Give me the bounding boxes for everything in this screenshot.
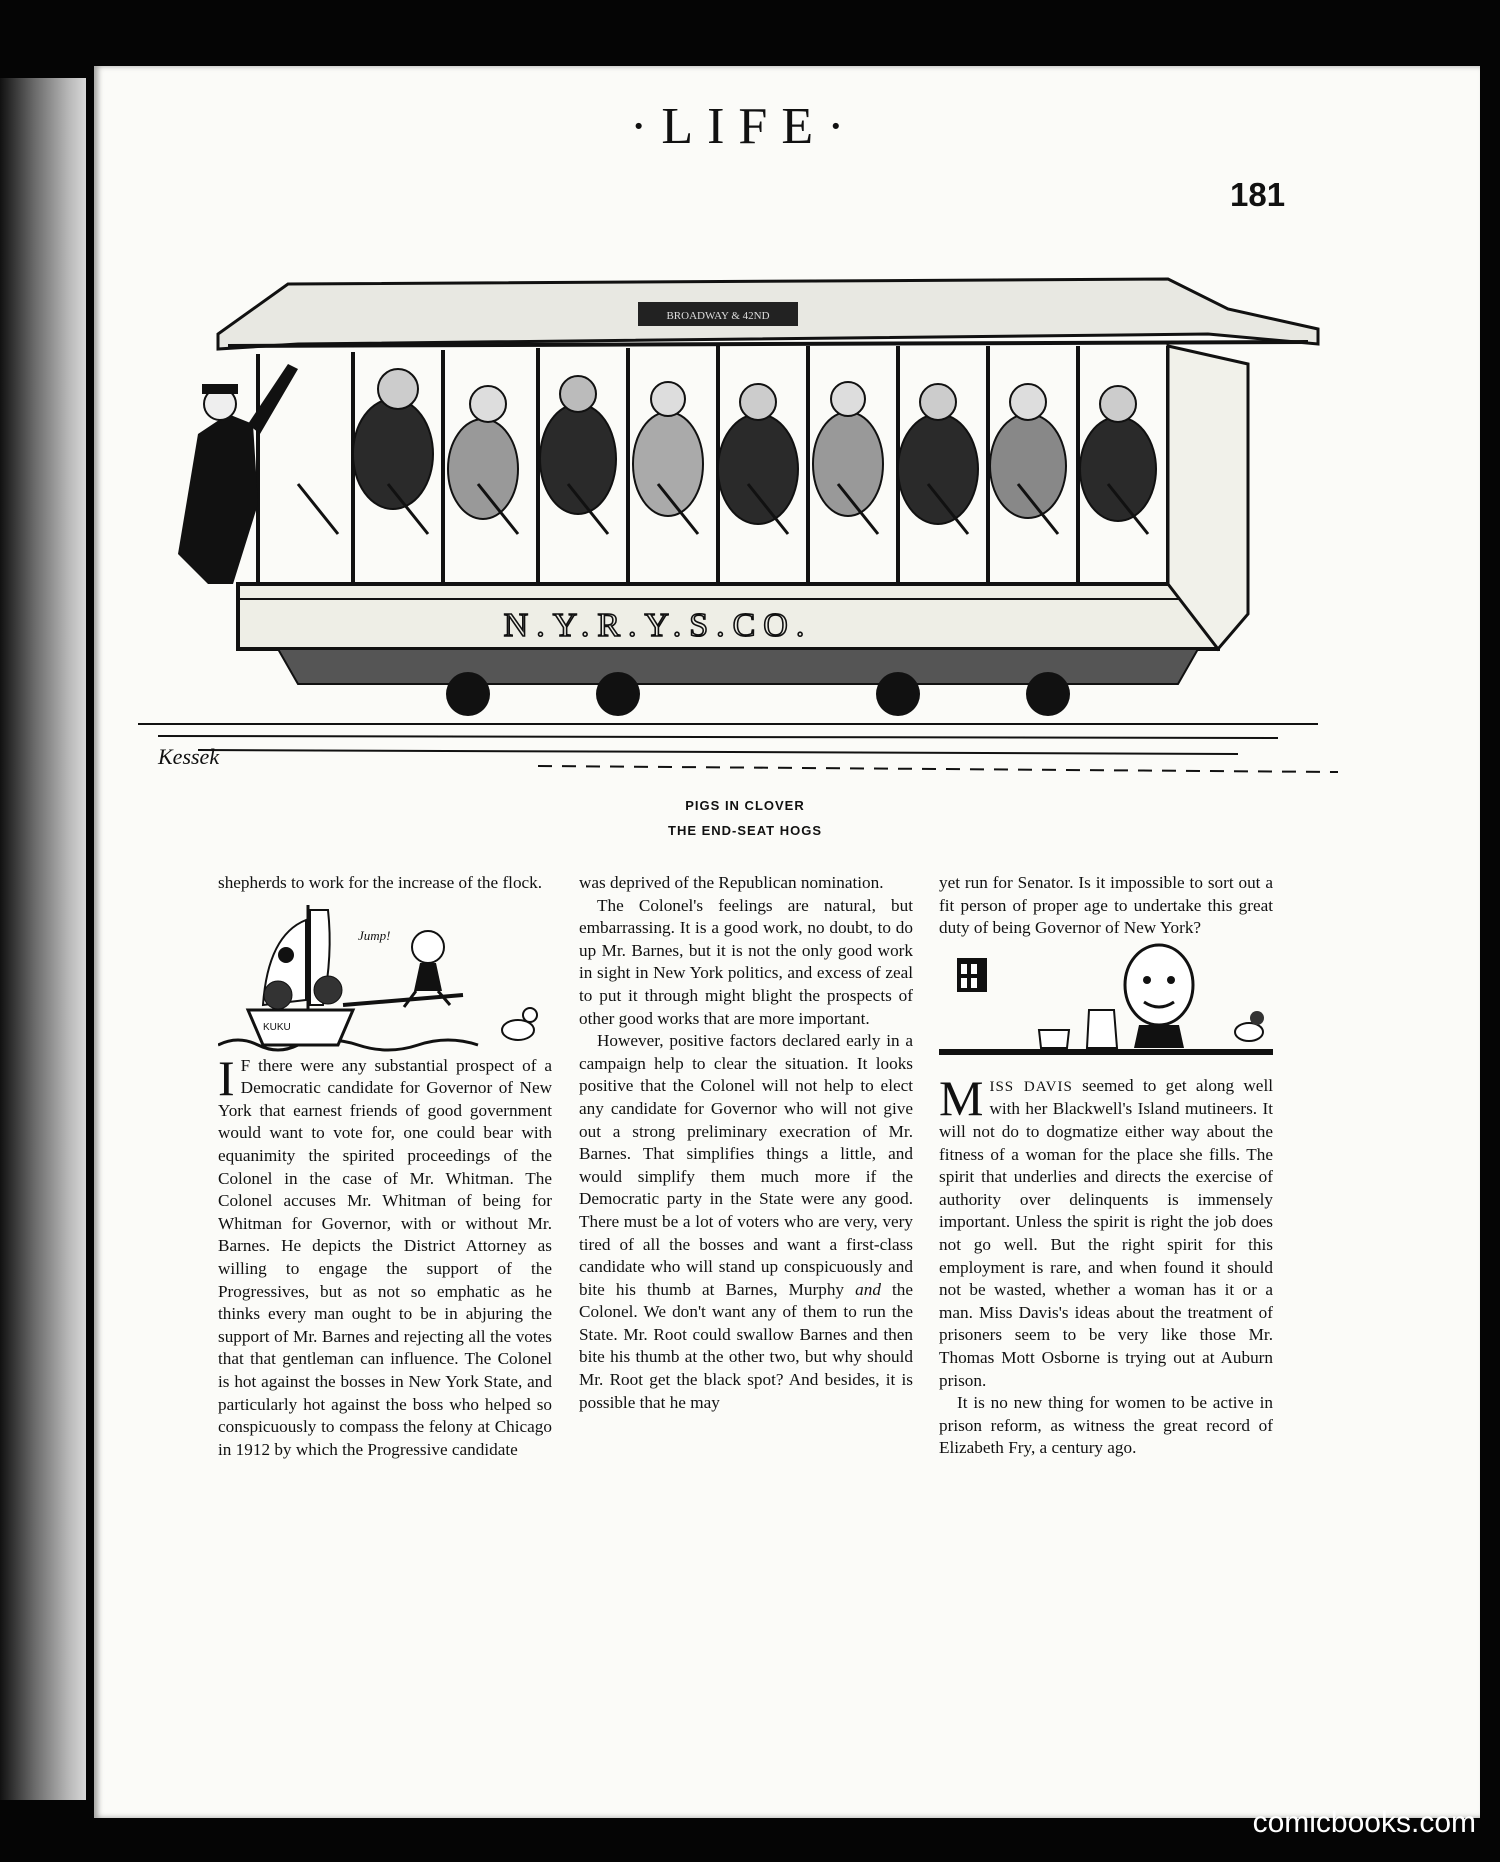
column-3-body: MISS DAVIS seemed to get along well with her Blackwell's Island mutineers. It will not do to dogmatize either way about the fitness of a woman for the place she fills. The spirit that underlies and directs the exercise of authority over delinquents is immensely important. Unless the spirit is right the job does not go well. But the right spirit for this employment is rare, and when found it should not be wasted, whether a woman has it or a man. Miss Davis's ideas about the treatment of prisoners seem to be very like those Mr. Thomas Mott Osborne is trying out at Auburn prison. (939, 1069, 1273, 1390)
column-2-para-2: However, positive factors declared early in a campaign help to clear the situation. It looks positive that the Colonel will not help to elect any candidate for Governor who will not give out a strong preliminary execration of Mr. Barnes. That simplifies things a little, and would simplify them much more if the Democratic party in the State were any good. There must be a lot of voters who are very, very tired of all the bosses and want a first-class candidate who will stand up conspicuously and bite his thumb at Barnes, Murphy and the Colonel. We don't want any of them to run the State. Mr. Root could swallow Barnes and then bite his thumb at the other two, but why should Mr. Root get the black spot? And besides, it is possible that he may (579, 1031, 913, 1412)
masthead-title: ·LIFE· (630, 98, 859, 155)
dropcap-i: I (218, 1049, 235, 1106)
column-1-lead: shepherds to work for the increase of the flock. (218, 873, 543, 892)
column-2-para-1: The Colonel's feelings are natural, but embarrassing. It is a good work, no doubt, to do up Mr. Barnes, but it is not the only good work in sight in New York politics, and excess of zeal to put it through might blight the prospects of other good works that are more important. (579, 895, 913, 1028)
column-3-para-2: It is no new thing for women to be active in prison reform, as witness the great record of Elizabeth Fry, a century ago. (939, 1393, 1273, 1458)
column-1 (218, 872, 552, 1461)
dropcap-m: M (939, 1069, 984, 1126)
column-1-body: I F there were any substantial prospect of a Democratic candidate for Governor of New York that earnest friends of good government would want to vote for, one could bear with equanimity the spirited proceedings of the Colonel in the case of Mr. Whitman. The Colonel accuses Mr. Whitman of being for Whitman for Governor, with or without Mr. Barnes. He depicts the District Attorney as willing to engage the support of the Progressives, but as not so emphatic as he thinks every man ought to be in abjuring the support of Mr. Barnes and rejecting all the votes that that gentleman can influence. The Colonel is hot against the bosses in New York State, and particularly hot against the boss who helped so conspicuously to compass the felony at Chicago in 1912 by which the Progressive candidate (218, 1049, 552, 1459)
column-3-lead: yet run for Senator. Is it impossible to sort out a fit person of proper age to undertake this great duty of being Governor of New York? (939, 873, 1273, 938)
caption-title: PIGS IN CLOVER (685, 798, 805, 813)
column-2-lead: was deprived of the Republican nomination. (579, 873, 884, 892)
boat-cartoon (218, 895, 552, 1055)
car-lettering: N.Y.R.Y.S.CO. (503, 607, 813, 644)
artist-signature: Kessek (158, 744, 220, 769)
conductor-figure (178, 364, 298, 584)
column-2 (579, 872, 913, 1414)
boat-label: KUKU (263, 1021, 291, 1033)
caption-subtitle: THE END-SEAT HOGS (668, 823, 822, 838)
column-3 (939, 872, 1273, 1460)
adjacent-page-edge (0, 78, 86, 1800)
speech-text: Jump! (358, 927, 391, 943)
page-number: 181 (1230, 176, 1286, 213)
watermark: comicbooks.com (1252, 1806, 1476, 1839)
streetcar-cartoon (138, 254, 1338, 794)
still-life-cartoon (939, 940, 1273, 1075)
route-sign-text: BROADWAY & 42ND (666, 310, 770, 322)
